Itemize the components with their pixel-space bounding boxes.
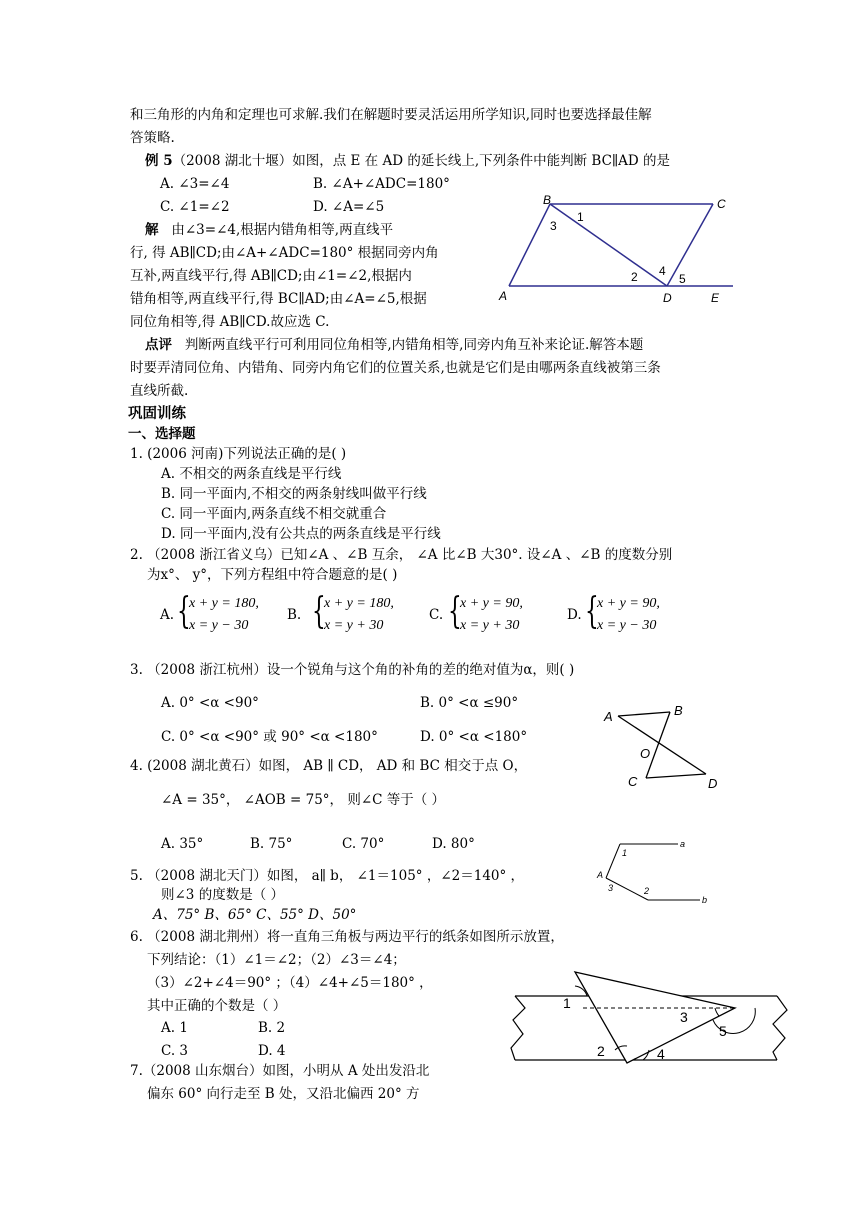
q7-stem-2: 偏东 60° 向行走至 B 处，又沿北偏西 20° 方 [147,1086,420,1102]
point-o-label: O [640,746,651,761]
solution-line-2: 行, 得 AB∥CD;由∠A+∠ADC=180° 根据同旁内角 [130,245,439,261]
q6-option-c: C. 3 [161,1043,189,1059]
comment-line-2: 时要弄清同位角、内错角、同旁内角它们的位置关系,也就是它们是由哪两条直线被第三条 [130,360,661,376]
comment-text-1: 判断两直线平行可利用同位角相等,内错角相等,同旁内角互补来论证.解答本题 [184,337,644,353]
line-a-label: a [680,839,686,849]
example-option-d: D. ∠A=∠5 [313,199,385,215]
point-b-label: B [543,193,552,207]
q3-option-d: D. 0° <α <180° [420,729,528,745]
eq-line-1: x + y = 180, [189,596,259,611]
example-option-a: A. ∠3=∠4 [160,176,230,192]
angle-3-label: 3 [680,1009,688,1025]
angle-5-label: 5 [679,272,686,286]
eq-line-2: x = y − 30 [189,618,249,633]
q1-stem: 1. (2006 河南)下列说法正确的是( ) [130,446,347,462]
q6-option-d: D. 4 [258,1043,286,1059]
subsection-title: 一、选择题 [128,426,196,442]
parallel-lines-figure [590,838,720,912]
eq-line-2: x = y + 30 [324,618,384,633]
q5-stem: 5. （2008 湖北天门）如图， a∥ b， ∠1＝105° ，∠2＝140° ， [130,868,525,884]
point-a-label: A [597,870,604,880]
angle-5-label: 5 [719,1023,727,1039]
eq-line-1: x + y = 180, [324,596,394,611]
point-e-label: E [711,291,720,305]
q1-option-b: B. 同一平面内,不相交的两条射线叫做平行线 [161,486,427,502]
intro-line-2: 答策略. [130,130,175,146]
angle-4-label: 4 [657,1046,665,1062]
q4-stem-2: ∠A = 35°， ∠AOB = 75°， 则∠C 等于（ ） [161,792,446,808]
q2-option-a-label: A. [160,607,175,623]
q2-stem: 2. （2008 浙江省义乌）已知∠A 、∠B 互余， ∠A 比∠B 大30°. 设∠A 、∠B 的度数分别 [130,547,673,563]
example-label: 例 5 [145,153,173,169]
q6-stem-3: （3）∠2+∠4＝90° ；（4）∠4+∠5＝180° ， [147,975,433,991]
q4-option-b: B. 75° [250,836,293,852]
section-title: 巩固训练 [128,406,186,422]
comment-line-1 [145,336,643,354]
q2-option-b-label: B. [287,607,302,623]
solution-line-3: 互补,两直线平行,得 AB∥CD;由∠1=∠2,根据内 [130,268,412,284]
line-b-label: b [702,895,708,905]
angle-1-label: 1 [622,848,628,858]
eq-line-1: x + y = 90, [597,596,660,611]
triangle-strip-figure [505,964,795,1070]
q6-option-b: B. 2 [258,1020,286,1036]
example-option-c: C. ∠1=∠2 [160,199,230,215]
eq-line-2: x = y + 30 [460,618,520,633]
angle-2-label: 2 [597,1043,605,1059]
angle-1-label: 1 [563,995,571,1011]
comment-line-3: 直线所截. [130,383,189,399]
hourglass-figure [598,698,728,794]
q3-option-a: A. 0° <α <90° [161,695,259,711]
q7-stem: 7.（2008 山东烟台）如图，小明从 A 处出发沿北 [130,1063,430,1079]
parallelogram-figure [495,188,740,308]
solution-text-1: 由∠3=∠4,根据内错角相等,两直线平 [171,222,394,238]
angle-4-label: 4 [659,264,666,278]
q1-option-c: C. 同一平面内,两条直线不相交就重合 [161,506,387,522]
q2-option-c-label: C. [429,607,444,623]
point-c-label: C [717,197,726,211]
q4-stem: 4. (2008 湖北黄石）如图， AB ∥ CD， AD 和 BC 相交于点 O， [130,758,528,774]
angle-2-label: 2 [631,270,638,284]
q6-stem-4: 其中正确的个数是（ ） [147,998,287,1014]
point-a-label: A [604,709,613,724]
angle-2-label: 2 [644,886,650,896]
solution-label: 解 [145,222,159,238]
eq-line-1: x + y = 90, [460,596,523,611]
eq-line-2: x = y − 30 [597,618,657,633]
point-d-label: D [708,776,718,791]
q1-option-a: A. 不相交的两条直线是平行线 [161,466,342,482]
point-b-label: B [674,703,683,718]
q2-option-d-label: D. [567,607,582,623]
angle-1-label: 1 [577,210,584,224]
solution-line-1 [145,221,393,239]
point-c-label: C [628,774,638,789]
q6-option-a: A. 1 [161,1020,188,1036]
angle-3-label: 3 [608,883,614,893]
angle-3-label: 3 [550,219,557,233]
q6-stem-2: 下列结论：（1）∠1＝∠2；（2）∠3＝∠4； [147,952,406,968]
q3-option-b: B. 0° <α ≤90° [420,695,519,711]
point-a-label: A [499,289,508,303]
example-5-question [145,152,670,170]
brace-glyph: { [448,591,462,632]
q4-option-a: A. 35° [161,836,204,852]
brace-glyph: { [585,591,599,632]
solution-line-4: 错角相等,两直线平行,得 BC∥AD;由∠A=∠5,根据 [130,291,427,307]
example-option-b: B. ∠A+∠ADC=180° [313,176,450,192]
q3-stem: 3. （2008 浙江杭州）设一个锐角与这个角的补角的差的绝对值为α，则( ) [130,662,575,678]
q1-option-d: D. 同一平面内,没有公共点的两条直线是平行线 [161,526,441,542]
solution-line-5: 同位角相等,得 AB∥CD.故应选 C. [130,314,330,330]
q2-stem-2: 为x°、 y°，下列方程组中符合题意的是( ) [147,567,398,583]
point-d-label: D [663,291,672,305]
q4-option-d: D. 80° [432,836,475,852]
intro-line-1: 和三角形的内角和定理也可求解.我们在解题时要灵活运用所学知识,同时也要选择最佳解 [130,107,652,123]
q3-option-c: C. 0° <α <90° 或 90° <α <180° [161,729,378,745]
q4-option-c: C. 70° [342,836,385,852]
example-question-text: （2008 湖北十堰）如图，点 E 在 AD 的延长线上,下列条件中能判断 BC∥AD 的是 [172,153,671,169]
q5-stem-2: 则∠3 的度数是（ ） [161,887,284,903]
comment-label: 点评 [145,337,172,353]
brace-glyph: { [177,591,191,632]
q6-stem: 6. （2008 湖北荆州）将一直角三角板与两边平行的纸条如图所示放置， [130,929,564,945]
brace-glyph: { [312,591,326,632]
q5-options: A、75° B、65° C、55° D、50° [153,907,357,923]
